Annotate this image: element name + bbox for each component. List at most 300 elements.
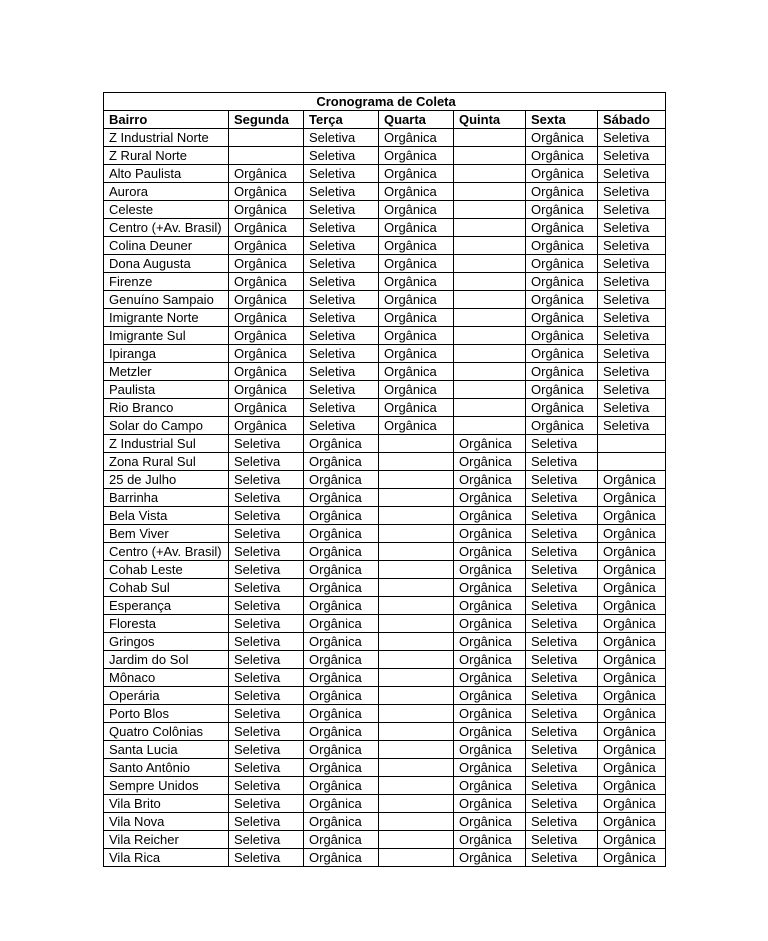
day-cell — [379, 597, 454, 615]
day-cell — [379, 543, 454, 561]
day-cell: Seletiva — [304, 399, 379, 417]
bairro-cell: Metzler — [104, 363, 229, 381]
day-cell: Seletiva — [598, 309, 666, 327]
day-cell — [454, 381, 526, 399]
table-row — [104, 597, 666, 615]
day-cell: Orgânica — [598, 687, 666, 705]
day-cell: Orgânica — [379, 129, 454, 147]
bairro-cell: Paulista — [104, 381, 229, 399]
day-cell — [379, 777, 454, 795]
table-row — [104, 345, 666, 363]
day-cell — [229, 147, 304, 165]
day-cell — [379, 615, 454, 633]
day-cell: Seletiva — [229, 669, 304, 687]
table-row — [104, 669, 666, 687]
day-cell — [379, 489, 454, 507]
day-cell: Seletiva — [526, 471, 598, 489]
table-row — [104, 237, 666, 255]
day-cell: Seletiva — [304, 345, 379, 363]
table-row — [104, 741, 666, 759]
day-cell: Seletiva — [229, 777, 304, 795]
day-cell: Orgânica — [454, 597, 526, 615]
table-row — [104, 561, 666, 579]
day-cell: Orgânica — [454, 579, 526, 597]
day-cell: Seletiva — [598, 219, 666, 237]
table-row — [104, 201, 666, 219]
day-cell: Seletiva — [526, 705, 598, 723]
bairro-cell: Centro (+Av. Brasil) — [104, 543, 229, 561]
day-cell: Orgânica — [304, 777, 379, 795]
day-cell — [454, 129, 526, 147]
day-cell: Orgânica — [304, 507, 379, 525]
day-cell: Seletiva — [304, 183, 379, 201]
day-cell: Orgânica — [304, 741, 379, 759]
table-row — [104, 651, 666, 669]
table-title: Cronograma de Coleta — [104, 93, 666, 111]
column-header-3: Quarta — [379, 111, 454, 129]
day-cell: Orgânica — [229, 255, 304, 273]
day-cell: Seletiva — [304, 381, 379, 399]
table-row — [104, 759, 666, 777]
bairro-cell: Colina Deuner — [104, 237, 229, 255]
day-cell: Seletiva — [229, 687, 304, 705]
day-cell: Orgânica — [454, 561, 526, 579]
bairro-cell: Imigrante Sul — [104, 327, 229, 345]
day-cell: Seletiva — [304, 417, 379, 435]
day-cell: Seletiva — [304, 327, 379, 345]
day-cell: Orgânica — [229, 417, 304, 435]
day-cell — [379, 759, 454, 777]
day-cell: Orgânica — [304, 651, 379, 669]
day-cell: Orgânica — [598, 669, 666, 687]
table-row — [104, 291, 666, 309]
day-cell: Orgânica — [454, 525, 526, 543]
table-row — [104, 129, 666, 147]
day-cell — [454, 309, 526, 327]
day-cell: Seletiva — [598, 129, 666, 147]
day-cell: Seletiva — [526, 831, 598, 849]
day-cell: Seletiva — [526, 777, 598, 795]
day-cell: Seletiva — [526, 633, 598, 651]
day-cell: Seletiva — [304, 201, 379, 219]
day-cell: Orgânica — [304, 759, 379, 777]
day-cell: Orgânica — [229, 183, 304, 201]
day-cell: Orgânica — [526, 183, 598, 201]
day-cell: Seletiva — [526, 741, 598, 759]
day-cell: Seletiva — [229, 543, 304, 561]
day-cell — [379, 741, 454, 759]
bairro-cell: Barrinha — [104, 489, 229, 507]
table-header-row — [104, 111, 666, 129]
day-cell: Orgânica — [598, 651, 666, 669]
table-row — [104, 795, 666, 813]
day-cell: Orgânica — [379, 255, 454, 273]
column-header-4: Quinta — [454, 111, 526, 129]
table-row — [104, 309, 666, 327]
table-row — [104, 813, 666, 831]
day-cell — [454, 237, 526, 255]
day-cell — [598, 435, 666, 453]
day-cell: Orgânica — [304, 813, 379, 831]
bairro-cell: Centro (+Av. Brasil) — [104, 219, 229, 237]
day-cell: Seletiva — [598, 237, 666, 255]
day-cell — [379, 687, 454, 705]
day-cell — [379, 849, 454, 867]
day-cell: Seletiva — [229, 633, 304, 651]
day-cell: Orgânica — [454, 489, 526, 507]
bairro-cell: Mônaco — [104, 669, 229, 687]
day-cell: Orgânica — [379, 291, 454, 309]
day-cell: Orgânica — [454, 669, 526, 687]
day-cell: Orgânica — [379, 327, 454, 345]
bairro-cell: Rio Branco — [104, 399, 229, 417]
day-cell: Orgânica — [598, 633, 666, 651]
bairro-cell: Celeste — [104, 201, 229, 219]
day-cell: Orgânica — [229, 201, 304, 219]
bairro-cell: Imigrante Norte — [104, 309, 229, 327]
day-cell: Orgânica — [526, 273, 598, 291]
bairro-cell: Genuíno Sampaio — [104, 291, 229, 309]
day-cell: Orgânica — [598, 615, 666, 633]
day-cell: Seletiva — [598, 417, 666, 435]
day-cell: Orgânica — [379, 201, 454, 219]
day-cell: Orgânica — [454, 759, 526, 777]
day-cell — [454, 201, 526, 219]
table-row — [104, 723, 666, 741]
day-cell: Seletiva — [526, 453, 598, 471]
day-cell — [454, 417, 526, 435]
day-cell: Seletiva — [229, 525, 304, 543]
day-cell — [454, 219, 526, 237]
day-cell: Orgânica — [598, 831, 666, 849]
day-cell: Seletiva — [598, 255, 666, 273]
day-cell — [454, 165, 526, 183]
day-cell: Orgânica — [379, 165, 454, 183]
table-row — [104, 399, 666, 417]
day-cell: Seletiva — [526, 795, 598, 813]
day-cell: Seletiva — [229, 795, 304, 813]
day-cell: Orgânica — [379, 417, 454, 435]
day-cell — [379, 813, 454, 831]
day-cell: Orgânica — [304, 543, 379, 561]
day-cell: Seletiva — [526, 813, 598, 831]
day-cell — [454, 183, 526, 201]
day-cell: Orgânica — [454, 849, 526, 867]
day-cell: Seletiva — [229, 435, 304, 453]
day-cell: Seletiva — [598, 201, 666, 219]
bairro-cell: Vila Brito — [104, 795, 229, 813]
bairro-cell: Porto Blos — [104, 705, 229, 723]
day-cell — [454, 255, 526, 273]
day-cell: Seletiva — [229, 849, 304, 867]
day-cell: Orgânica — [598, 741, 666, 759]
bairro-cell: Vila Reicher — [104, 831, 229, 849]
day-cell: Seletiva — [229, 453, 304, 471]
table-row — [104, 525, 666, 543]
day-cell: Orgânica — [379, 381, 454, 399]
day-cell: Orgânica — [526, 201, 598, 219]
day-cell: Orgânica — [526, 129, 598, 147]
day-cell: Orgânica — [454, 705, 526, 723]
bairro-cell: Sempre Unidos — [104, 777, 229, 795]
day-cell: Orgânica — [229, 273, 304, 291]
day-cell — [454, 399, 526, 417]
day-cell: Seletiva — [229, 741, 304, 759]
column-header-0: Bairro — [104, 111, 229, 129]
day-cell: Seletiva — [598, 273, 666, 291]
bairro-cell: Zona Rural Sul — [104, 453, 229, 471]
day-cell: Orgânica — [229, 327, 304, 345]
column-header-2: Terça — [304, 111, 379, 129]
day-cell: Orgânica — [304, 435, 379, 453]
day-cell: Orgânica — [304, 453, 379, 471]
day-cell — [379, 651, 454, 669]
day-cell: Seletiva — [304, 147, 379, 165]
day-cell — [379, 669, 454, 687]
day-cell: Orgânica — [526, 417, 598, 435]
day-cell — [379, 435, 454, 453]
day-cell: Orgânica — [454, 795, 526, 813]
table-row — [104, 183, 666, 201]
day-cell: Orgânica — [229, 399, 304, 417]
day-cell: Orgânica — [598, 705, 666, 723]
day-cell: Orgânica — [304, 633, 379, 651]
day-cell: Orgânica — [598, 777, 666, 795]
day-cell: Seletiva — [526, 507, 598, 525]
day-cell: Seletiva — [229, 615, 304, 633]
bairro-cell: Bela Vista — [104, 507, 229, 525]
day-cell — [379, 723, 454, 741]
day-cell: Seletiva — [598, 291, 666, 309]
day-cell: Orgânica — [526, 219, 598, 237]
day-cell: Orgânica — [598, 813, 666, 831]
day-cell: Orgânica — [229, 219, 304, 237]
day-cell: Orgânica — [304, 489, 379, 507]
day-cell: Orgânica — [526, 327, 598, 345]
day-cell: Seletiva — [598, 363, 666, 381]
day-cell: Orgânica — [598, 795, 666, 813]
bairro-cell: Z Rural Norte — [104, 147, 229, 165]
day-cell: Seletiva — [526, 489, 598, 507]
day-cell: Orgânica — [304, 525, 379, 543]
bairro-cell: Esperança — [104, 597, 229, 615]
day-cell: Seletiva — [598, 399, 666, 417]
day-cell: Orgânica — [454, 741, 526, 759]
day-cell: Seletiva — [526, 849, 598, 867]
table-row — [104, 615, 666, 633]
table-row — [104, 687, 666, 705]
day-cell: Seletiva — [526, 525, 598, 543]
day-cell: Orgânica — [379, 399, 454, 417]
bairro-cell: Vila Nova — [104, 813, 229, 831]
day-cell: Orgânica — [454, 651, 526, 669]
table-row — [104, 381, 666, 399]
day-cell — [379, 453, 454, 471]
day-cell — [379, 507, 454, 525]
day-cell: Orgânica — [454, 723, 526, 741]
day-cell — [379, 633, 454, 651]
day-cell: Orgânica — [598, 489, 666, 507]
table-row — [104, 489, 666, 507]
day-cell: Orgânica — [526, 309, 598, 327]
bairro-cell: Dona Augusta — [104, 255, 229, 273]
day-cell: Orgânica — [526, 345, 598, 363]
day-cell: Orgânica — [526, 399, 598, 417]
day-cell: Orgânica — [598, 849, 666, 867]
bairro-cell: Gringos — [104, 633, 229, 651]
day-cell: Orgânica — [379, 273, 454, 291]
day-cell: Seletiva — [526, 579, 598, 597]
table-row — [104, 273, 666, 291]
day-cell: Seletiva — [304, 363, 379, 381]
bairro-cell: Operária — [104, 687, 229, 705]
bairro-cell: Jardim do Sol — [104, 651, 229, 669]
day-cell: Seletiva — [304, 309, 379, 327]
day-cell: Seletiva — [229, 723, 304, 741]
day-cell: Orgânica — [379, 309, 454, 327]
day-cell: Seletiva — [229, 705, 304, 723]
day-cell: Orgânica — [454, 435, 526, 453]
column-header-1: Segunda — [229, 111, 304, 129]
table-row — [104, 633, 666, 651]
day-cell: Seletiva — [598, 147, 666, 165]
table-row — [104, 705, 666, 723]
table-row — [104, 165, 666, 183]
day-cell — [379, 561, 454, 579]
day-cell: Seletiva — [526, 669, 598, 687]
table-row — [104, 543, 666, 561]
bairro-cell: 25 de Julho — [104, 471, 229, 489]
day-cell: Seletiva — [598, 183, 666, 201]
day-cell: Orgânica — [454, 831, 526, 849]
day-cell: Orgânica — [526, 165, 598, 183]
day-cell: Orgânica — [304, 795, 379, 813]
day-cell: Orgânica — [229, 363, 304, 381]
table-row — [104, 363, 666, 381]
day-cell: Orgânica — [598, 597, 666, 615]
day-cell: Orgânica — [304, 615, 379, 633]
column-header-5: Sexta — [526, 111, 598, 129]
day-cell: Orgânica — [304, 579, 379, 597]
bairro-cell: Solar do Campo — [104, 417, 229, 435]
day-cell: Orgânica — [379, 363, 454, 381]
table-row — [104, 849, 666, 867]
day-cell: Seletiva — [229, 651, 304, 669]
day-cell — [379, 705, 454, 723]
bairro-cell: Bem Viver — [104, 525, 229, 543]
day-cell: Orgânica — [598, 471, 666, 489]
day-cell: Seletiva — [229, 561, 304, 579]
day-cell: Seletiva — [304, 219, 379, 237]
day-cell: Seletiva — [229, 813, 304, 831]
day-cell: Orgânica — [454, 777, 526, 795]
day-cell: Seletiva — [229, 471, 304, 489]
day-cell: Orgânica — [229, 381, 304, 399]
column-header-6: Sábado — [598, 111, 666, 129]
day-cell: Seletiva — [526, 435, 598, 453]
table-row — [104, 453, 666, 471]
day-cell: Orgânica — [454, 813, 526, 831]
bairro-cell: Vila Rica — [104, 849, 229, 867]
day-cell: Seletiva — [526, 561, 598, 579]
day-cell: Orgânica — [598, 561, 666, 579]
day-cell — [229, 129, 304, 147]
day-cell: Seletiva — [304, 165, 379, 183]
bairro-cell: Alto Paulista — [104, 165, 229, 183]
day-cell: Seletiva — [526, 687, 598, 705]
day-cell: Orgânica — [229, 345, 304, 363]
day-cell — [454, 273, 526, 291]
day-cell: Orgânica — [304, 561, 379, 579]
table-row — [104, 417, 666, 435]
day-cell: Orgânica — [598, 525, 666, 543]
day-cell: Seletiva — [304, 129, 379, 147]
day-cell: Seletiva — [304, 255, 379, 273]
day-cell: Orgânica — [526, 381, 598, 399]
day-cell: Orgânica — [304, 831, 379, 849]
day-cell: Orgânica — [229, 165, 304, 183]
bairro-cell: Ipiranga — [104, 345, 229, 363]
collection-schedule-table — [103, 92, 666, 867]
day-cell: Orgânica — [598, 723, 666, 741]
day-cell: Seletiva — [526, 543, 598, 561]
table-title-row — [104, 93, 666, 111]
day-cell: Orgânica — [379, 345, 454, 363]
day-cell: Seletiva — [304, 273, 379, 291]
table-row — [104, 579, 666, 597]
day-cell: Orgânica — [598, 507, 666, 525]
day-cell: Orgânica — [454, 615, 526, 633]
day-cell — [454, 363, 526, 381]
bairro-cell: Cohab Leste — [104, 561, 229, 579]
table-row — [104, 471, 666, 489]
day-cell: Orgânica — [379, 219, 454, 237]
table-row — [104, 435, 666, 453]
day-cell: Seletiva — [229, 507, 304, 525]
day-cell: Seletiva — [304, 237, 379, 255]
day-cell: Seletiva — [526, 759, 598, 777]
day-cell: Orgânica — [304, 687, 379, 705]
day-cell: Orgânica — [526, 237, 598, 255]
day-cell — [379, 525, 454, 543]
day-cell: Orgânica — [229, 291, 304, 309]
day-cell: Orgânica — [304, 669, 379, 687]
day-cell: Orgânica — [379, 147, 454, 165]
day-cell: Seletiva — [598, 165, 666, 183]
bairro-cell: Quatro Colônias — [104, 723, 229, 741]
day-cell: Seletiva — [229, 579, 304, 597]
day-cell — [598, 453, 666, 471]
bairro-cell: Floresta — [104, 615, 229, 633]
day-cell: Seletiva — [526, 723, 598, 741]
day-cell: Orgânica — [454, 687, 526, 705]
day-cell: Orgânica — [304, 705, 379, 723]
bairro-cell: Santo Antônio — [104, 759, 229, 777]
day-cell: Seletiva — [526, 615, 598, 633]
day-cell — [454, 291, 526, 309]
table-row — [104, 831, 666, 849]
day-cell: Orgânica — [454, 633, 526, 651]
bairro-cell: Z Industrial Sul — [104, 435, 229, 453]
day-cell — [379, 471, 454, 489]
day-cell: Seletiva — [598, 381, 666, 399]
day-cell — [454, 147, 526, 165]
day-cell — [454, 327, 526, 345]
day-cell: Seletiva — [229, 831, 304, 849]
day-cell: Orgânica — [304, 471, 379, 489]
day-cell — [379, 579, 454, 597]
day-cell: Seletiva — [229, 597, 304, 615]
